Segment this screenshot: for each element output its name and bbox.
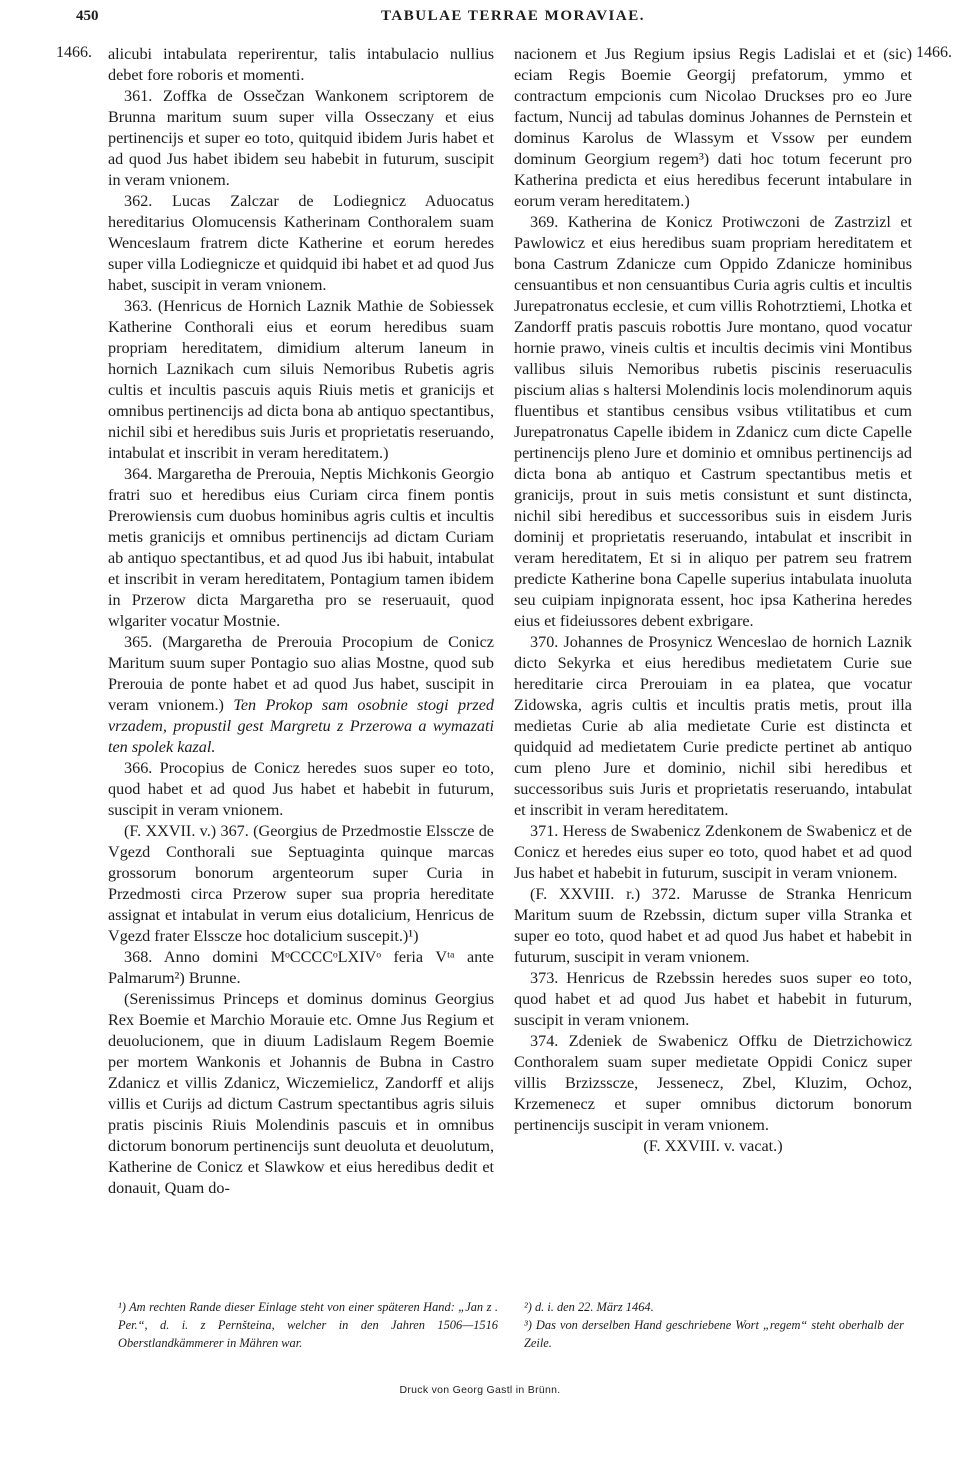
footnotes-left bbox=[118, 1298, 498, 1352]
paragraph-continuation: alicubi intabulata reperirentur, talis intabulacio nullius debet fore roboris et momenti. bbox=[108, 45, 494, 84]
footnote-3: ³) Das von derselben Hand geschriebene Wort „regem“ steht oberhalb der Zeile. bbox=[524, 1318, 904, 1350]
paragraph-371: 371. Heress de Swabenicz Zdenkonem de Swabenicz et de Conicz et heredes eius super eo toto, quod habet et ad quod Jus habet et habebit in futurum, suscipit in veram vnionem. bbox=[514, 822, 912, 882]
right-text-column bbox=[514, 44, 912, 1157]
footnote-1: ¹) Am rechten Rande dieser Einlage steht von einer späteren Hand: „Jan z . Per.“, d. i. z Pernšteina, welcher in den Jahren 1506—1516 Oberstlandkämmerer in Mähren war. bbox=[118, 1300, 498, 1350]
paragraph-373: 373. Henricus de Rzebssin heredes suos super eo toto, quod habet et ad quod Jus habet et habebit in futurum, suscipit in veram vnionem. bbox=[514, 969, 912, 1029]
paragraph-365 bbox=[108, 632, 494, 758]
page-header bbox=[76, 8, 950, 32]
paragraph-361: 361. Zoffka de Ossečzan Wankonem scriptorem de Brunna maritum suum super villa Osseczany et eius pertinencijs et super eo toto, quitquid ibidem Juris habet et ad quod Jus habet ibidem seu habebit in futurum, suscipit in veram vnionem. bbox=[108, 87, 494, 189]
paragraph-366: 366. Procopius de Conicz heredes suos super eo toto, quod habet et ad quod Jus habet et habebit in futurum, suscipit in veram vnionem. bbox=[108, 759, 494, 819]
paragraph-367: (F. XXVII. v.) 367. (Georgius de Przedmostie Elsscze de Vgezd Conthorali sue Septuaginta quinque marcas grossorum bonorum argenteorum super Curia in Przedmosti circa Przerow super sua propria hereditate assignat et intabulat in verum eius dotalicium, Henricus de Vgezd frater Elsscze hoc dotalicium suscepit.)¹) bbox=[108, 822, 494, 945]
paragraph-370: 370. Johannes de Prosynicz Wenceslao de hornich Laznik dicto Sekyrka et eius heredibus medietatem Curie sue hereditarie circa Prerouiam in ea platea, que vocatur Zidowska, agris cultis et incultis pratis metis, prout illa medietas Curie ab alia medietate Curie est distincta et quidquid ad medietatem Curie predicte pertinet ab antiquo cum pleno Jure et dominio, nichil sibi heredibus et successoribus suis Juris et proprietatis reseruando, intabulat et inscribit in veram hereditatem. bbox=[514, 633, 912, 819]
margin-year-right: 1466. bbox=[916, 44, 952, 61]
margin-year-left: 1466. bbox=[56, 44, 92, 61]
footnote-2: ²) d. i. den 22. März 1464. bbox=[524, 1300, 654, 1314]
paragraph-368-charter: (Serenissimus Princeps et dominus dominus Georgius Rex Boemie et Marchio Morauie etc. Omne Jus Regium et deuolucionem, que in diuum Ladislaum Regem Boemie per mortem Wankonis et Johannis de Bubna in Castro Zdanicz et villis Zdanicz, Wiczemielicz, Zandorff et alijs villis et Curijs ad dictum Castrum spectantibus agris siluis pratis piscinis Riuis Molendinis pascuis et in omnibus dictorum bonorum pertinencijs sunt deuoluta et deuolutum, Katherine de Conicz et Slawkow et eius heredibus dedit et donauit, Quam do- bbox=[108, 990, 494, 1197]
printer-imprint: Druck von Georg Gastl in Brünn. bbox=[399, 1384, 561, 1396]
paragraph-364: 364. Margaretha de Prerouia, Neptis Michkonis Georgio fratri suo et heredibus eius Curiam circa finem pontis Prerowiensis cum duobus hominibus agris cultis et incultis metis granicijs et omnibus pertinencijs ad dictam Curiam ab antiquo spectantibus, et ad quod Jus ibi habuit, intabulat et inscribit in veram hereditatem, Pontagium tamen ibidem in Przerow dicta Margaretha pro se reseruauit, quod wlgariter vocatur Mostnie. bbox=[108, 465, 494, 630]
paragraph-369: 369. Katherina de Konicz Protiwczoni de Zastrzizl et Pawlowicz et eius heredibus suam propriam hereditatem et bona Castrum Zdanicze cum Oppido Zdanicze hominibus censuantibus et non censuantibus Curia agris cultis et incultis Jurepatronatus ecclesie, et cum villis Rohotrztiemi, Lhotka et Zandorff pratis pascuis robottis Jure montano, quod vocatur hornie prawo, vineis cultis et incultis decimis vini Montibus vallibus siluis Nemoribus rubetis piscinis reseruaculis piscium alias s haltersi Molendinis locis molendinorum aquis fluentibus et stantibus censibus vsibus vtilitatibus et cum Jurepatronatus Capelle ibidem in Zdanicz cum dicte Capelle pertinencijs pleno Jure et dominio et omnibus pertinencijs ad dicta bona ab antiquo et Castrum spectantibus metis et granicijs, prout in suis metis consistunt et sunt distincta, nichil sibi heredibus et successoribus suis in eisdem Juris dominij et proprietatis reseruando, intabulat et inscribit in veram hereditatem, Et si in aliquo per patrem seu fratrem predicte Katherine bona Capelle superius intabulata inuoluta seu cuipiam inpignorata essent, hoc ipsa Katherina heredes eius et fideiussores debent exbrigare. bbox=[514, 213, 912, 630]
paragraph-368-continuation: nacionem et Jus Regium ipsius Regis Ladislai et et (sic) eciam Regis Boemie Georgij prefatorum, ymmo et contractum empcionis cum Nicolao Druckses pro eo Jure factum, Nuncij ad tabulas dominus Johannes de Pernstein et dominus Karolus de Wlassym et Vssow per eundem dominum Georgium regem³) dati hoc totum fecerunt pro Katherina predicta et eius heredibus fecerunt intabulare in eorum veram hereditatem.) bbox=[514, 45, 912, 210]
paragraph-362: 362. Lucas Zalczar de Lodiegnicz Aduocatus hereditarius Olomucensis Katherinam Conthoralem suam Wenceslaum fratrem dicte Katherine et eorum heredes super villa Lodiegnicze et quidquid ibi habet et ad quod Jus habet, suscipit in veram vnionem. bbox=[108, 192, 494, 294]
paragraph-363: 363. (Henricus de Hornich Laznik Mathie de Sobiessek Katherine Conthorali eius et eorum heredibus suam propriam hereditatem, dimidium alterum laneum in hornich Laznikach cum siluis Nemoribus Rubetis agris cultis et incultis pascuis aquis Riuis metis et granicijs et omnibus pertinencijs ad dicta bona ab antiquo spectantibus, nichil sibi et heredibus suis Juris et proprietatis reseruando, intabulat et inscribit in veram hereditatem.) bbox=[108, 297, 494, 462]
paragraph-372: (F. XXVIII. r.) 372. Marusse de Stranka Henricum Maritum suum de Rzebssin, dictum super villa Stranka et super eo toto, quod habet et ad quod Jus habet et habebit in futurum, suscipit in veram vnionem. bbox=[514, 885, 912, 966]
left-text-column bbox=[108, 44, 494, 1199]
folio-vacat-note: (F. XXVIII. v. vacat.) bbox=[643, 1137, 783, 1155]
page-number: 450 bbox=[76, 8, 99, 24]
footnotes-right bbox=[524, 1298, 904, 1352]
paragraph-365-latin: 365. (Margaretha de Prerouia Procopium de Conicz Maritum suum super Pontagio suo alias Mostne, quod sub Prerouia de ponte habet et ad quod Jus habet, suscipit in veram vnionem.) bbox=[108, 633, 494, 714]
paragraph-368: 368. Anno domini MᵒCCCCᵒLXIVᵒ feria Vᵗᵃ ante Palmarum²) Brunne. bbox=[108, 948, 494, 987]
running-title: TABULAE TERRAE MORAVIAE. bbox=[381, 8, 645, 24]
paragraph-365-czech-note: Ten Prokop sam osobnie stogi przed vrzadem, propustil gest Margretu z Przerowa a wymazati ten spolek kazal. bbox=[108, 696, 494, 756]
paragraph-374: 374. Zdeniek de Swabenicz Offku de Dietrzichowicz Conthoralem suam super medietate Oppidi Conicz super villis Brzizsscze, Jessenecz, Zbel, Kluzim, Ochoz, Krzemenecz et super omnibus dictorum bonorum pertinencijs suscipit in veram vnionem. bbox=[514, 1032, 912, 1134]
